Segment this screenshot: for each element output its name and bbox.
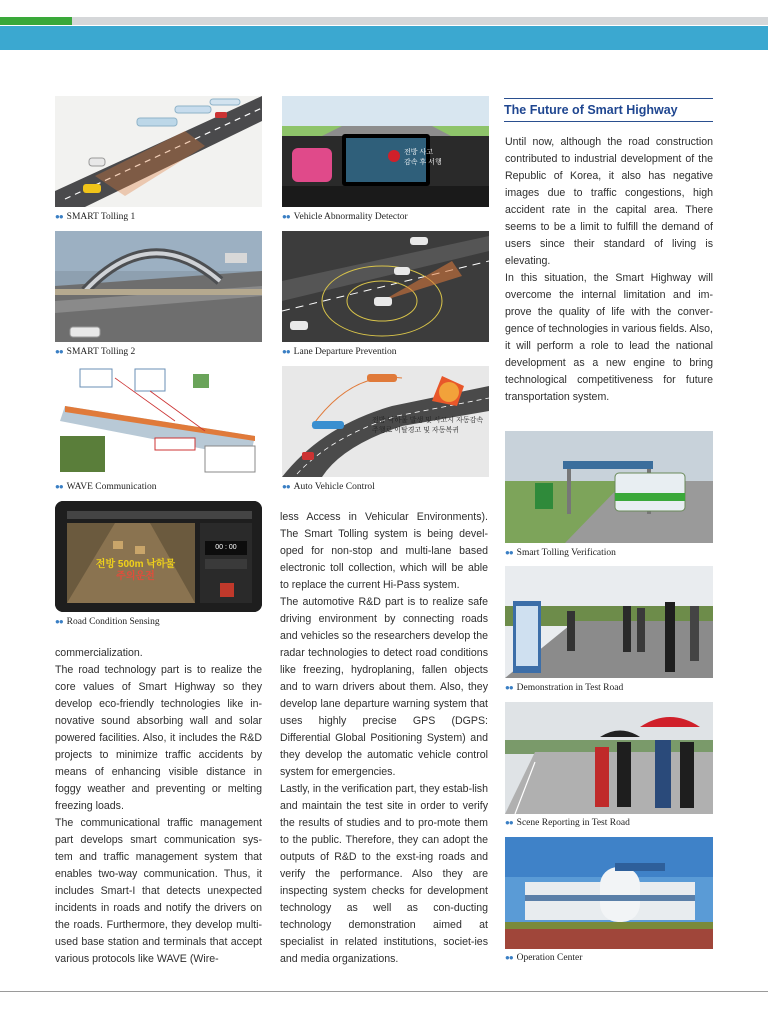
vehicle-abnormality-detector-image xyxy=(282,96,489,207)
auto-vehicle-text: 전방 낙하물 발생 및 사고시 자동감속 주행로 이탈경고 및 자동복귀 xyxy=(372,417,484,434)
smart-tolling-2-image xyxy=(55,231,262,342)
header-bar-blue xyxy=(0,26,768,50)
caption-wave-communication: ●● WAVE Communication xyxy=(55,482,157,492)
auto-vehicle-control-image xyxy=(282,366,489,477)
caption-operation-center: ●● Operation Center xyxy=(505,953,583,963)
footer-rule xyxy=(0,991,768,992)
vehicle-warning-text: 전방 사고 감속 후 서행 xyxy=(404,149,442,166)
caption-demonstration-test-road: ●● Demonstration in Test Road xyxy=(505,683,624,693)
road-condition-sensing-image xyxy=(55,501,262,612)
lane-departure-prevention-image xyxy=(282,231,489,342)
wave-communication-image xyxy=(55,366,262,477)
caption-lane-departure-prevention: ●● Lane Departure Prevention xyxy=(282,347,397,357)
caption-smart-tolling-2: ●● SMART Tolling 2 xyxy=(55,347,136,357)
caption-vehicle-abnormality-detector: ●● Vehicle Abnormality Detector xyxy=(282,212,408,222)
caption-scene-reporting: ●● Scene Reporting in Test Road xyxy=(505,818,630,828)
article-column-2-text: less Access in Vehicular Environments). The Smart Tolling system is being devel-oped for non-stop and multi-lane based electronic toll collection, which will be able to replace the current Hi-Pass system. The automotive R&D part is to realize safe driving environment by connecting roads and vehicles so the researchers develop the radar technologies to detect road conditions like freezing, hydroplaning, fallen objects and to warn drivers about them. Also, they develop lane departure warning system that uses highly precise GPS (DGPS: Differential Global Positioning System) and they develop the automatic vehicle control system for emergencies. Lastly, in the verification part, they estab-lish and maintain the test site in order to verify the results of studies and to pro-mote them to the public. Therefore, they can adopt the outputs of R&D to the exst-ing roads and verify the performance. Also they are inspecting system checks for development technology as well as con-ducting technology demonstration aimed at specialist in related institutions, societ-ies and media organizations. xyxy=(280,511,488,965)
scene-reporting-image xyxy=(505,702,713,814)
road-condition-warning: 전방 500m 낙하물 주의운전 xyxy=(95,559,176,582)
caption-auto-vehicle-control: ●● Auto Vehicle Control xyxy=(282,482,375,492)
caption-smart-tolling-1: ●● SMART Tolling 1 xyxy=(55,212,136,222)
article-title: The Future of Smart Highway xyxy=(504,98,713,122)
article-column-3-text: Until now, although the road construction contributed to industrial development of the Republic of Korea, it also has negative images due to traffic congestions, high accident rate in the capital area. There seems to be a limit to fulfill the demand of users since their standard of living is elevating. In this situation, the Smart Highway will overcome the internal limitation and im-prove the quality of life with the conver-gence of technologies in various fields. Also, it will perform a role to lead the national development as a new engine to bring technological competitiveness for future transportation system. xyxy=(505,136,713,403)
smart-tolling-1-image xyxy=(55,96,262,207)
article-column-1-text: commercialization. The road technology part is to realize the core values of Smart Highway so they develop eco-friendly technologies like in-novative sound absorbing wall and solar powered facilities. Also, it includes the R&D projects to minimize traffic accidents by means of enhancing visible distance in foggy weather and preventing or melting freezing loads. The communicational traffic management part develops smart communication sys-tem and traffic management system that enables two-way communication. Thus, it includes Smart-I that detects unexpected incidents in roads and notify the drivers on the roads. Furthermore, they develop multi-used base station and terminals that accept various protocols like WAVE (Wire- xyxy=(55,647,262,965)
caption-road-condition-sensing: ●● Road Condition Sensing xyxy=(55,617,160,627)
caption-smart-tolling-verification: ●● Smart Tolling Verification xyxy=(505,548,616,558)
header-bar-gray xyxy=(0,17,768,25)
header-bar-green-accent xyxy=(0,17,72,25)
demonstration-test-road-image xyxy=(505,566,713,678)
operation-center-image xyxy=(505,837,713,949)
road-condition-time: 00 : 00 xyxy=(215,544,237,551)
smart-tolling-verification-image xyxy=(505,431,713,543)
